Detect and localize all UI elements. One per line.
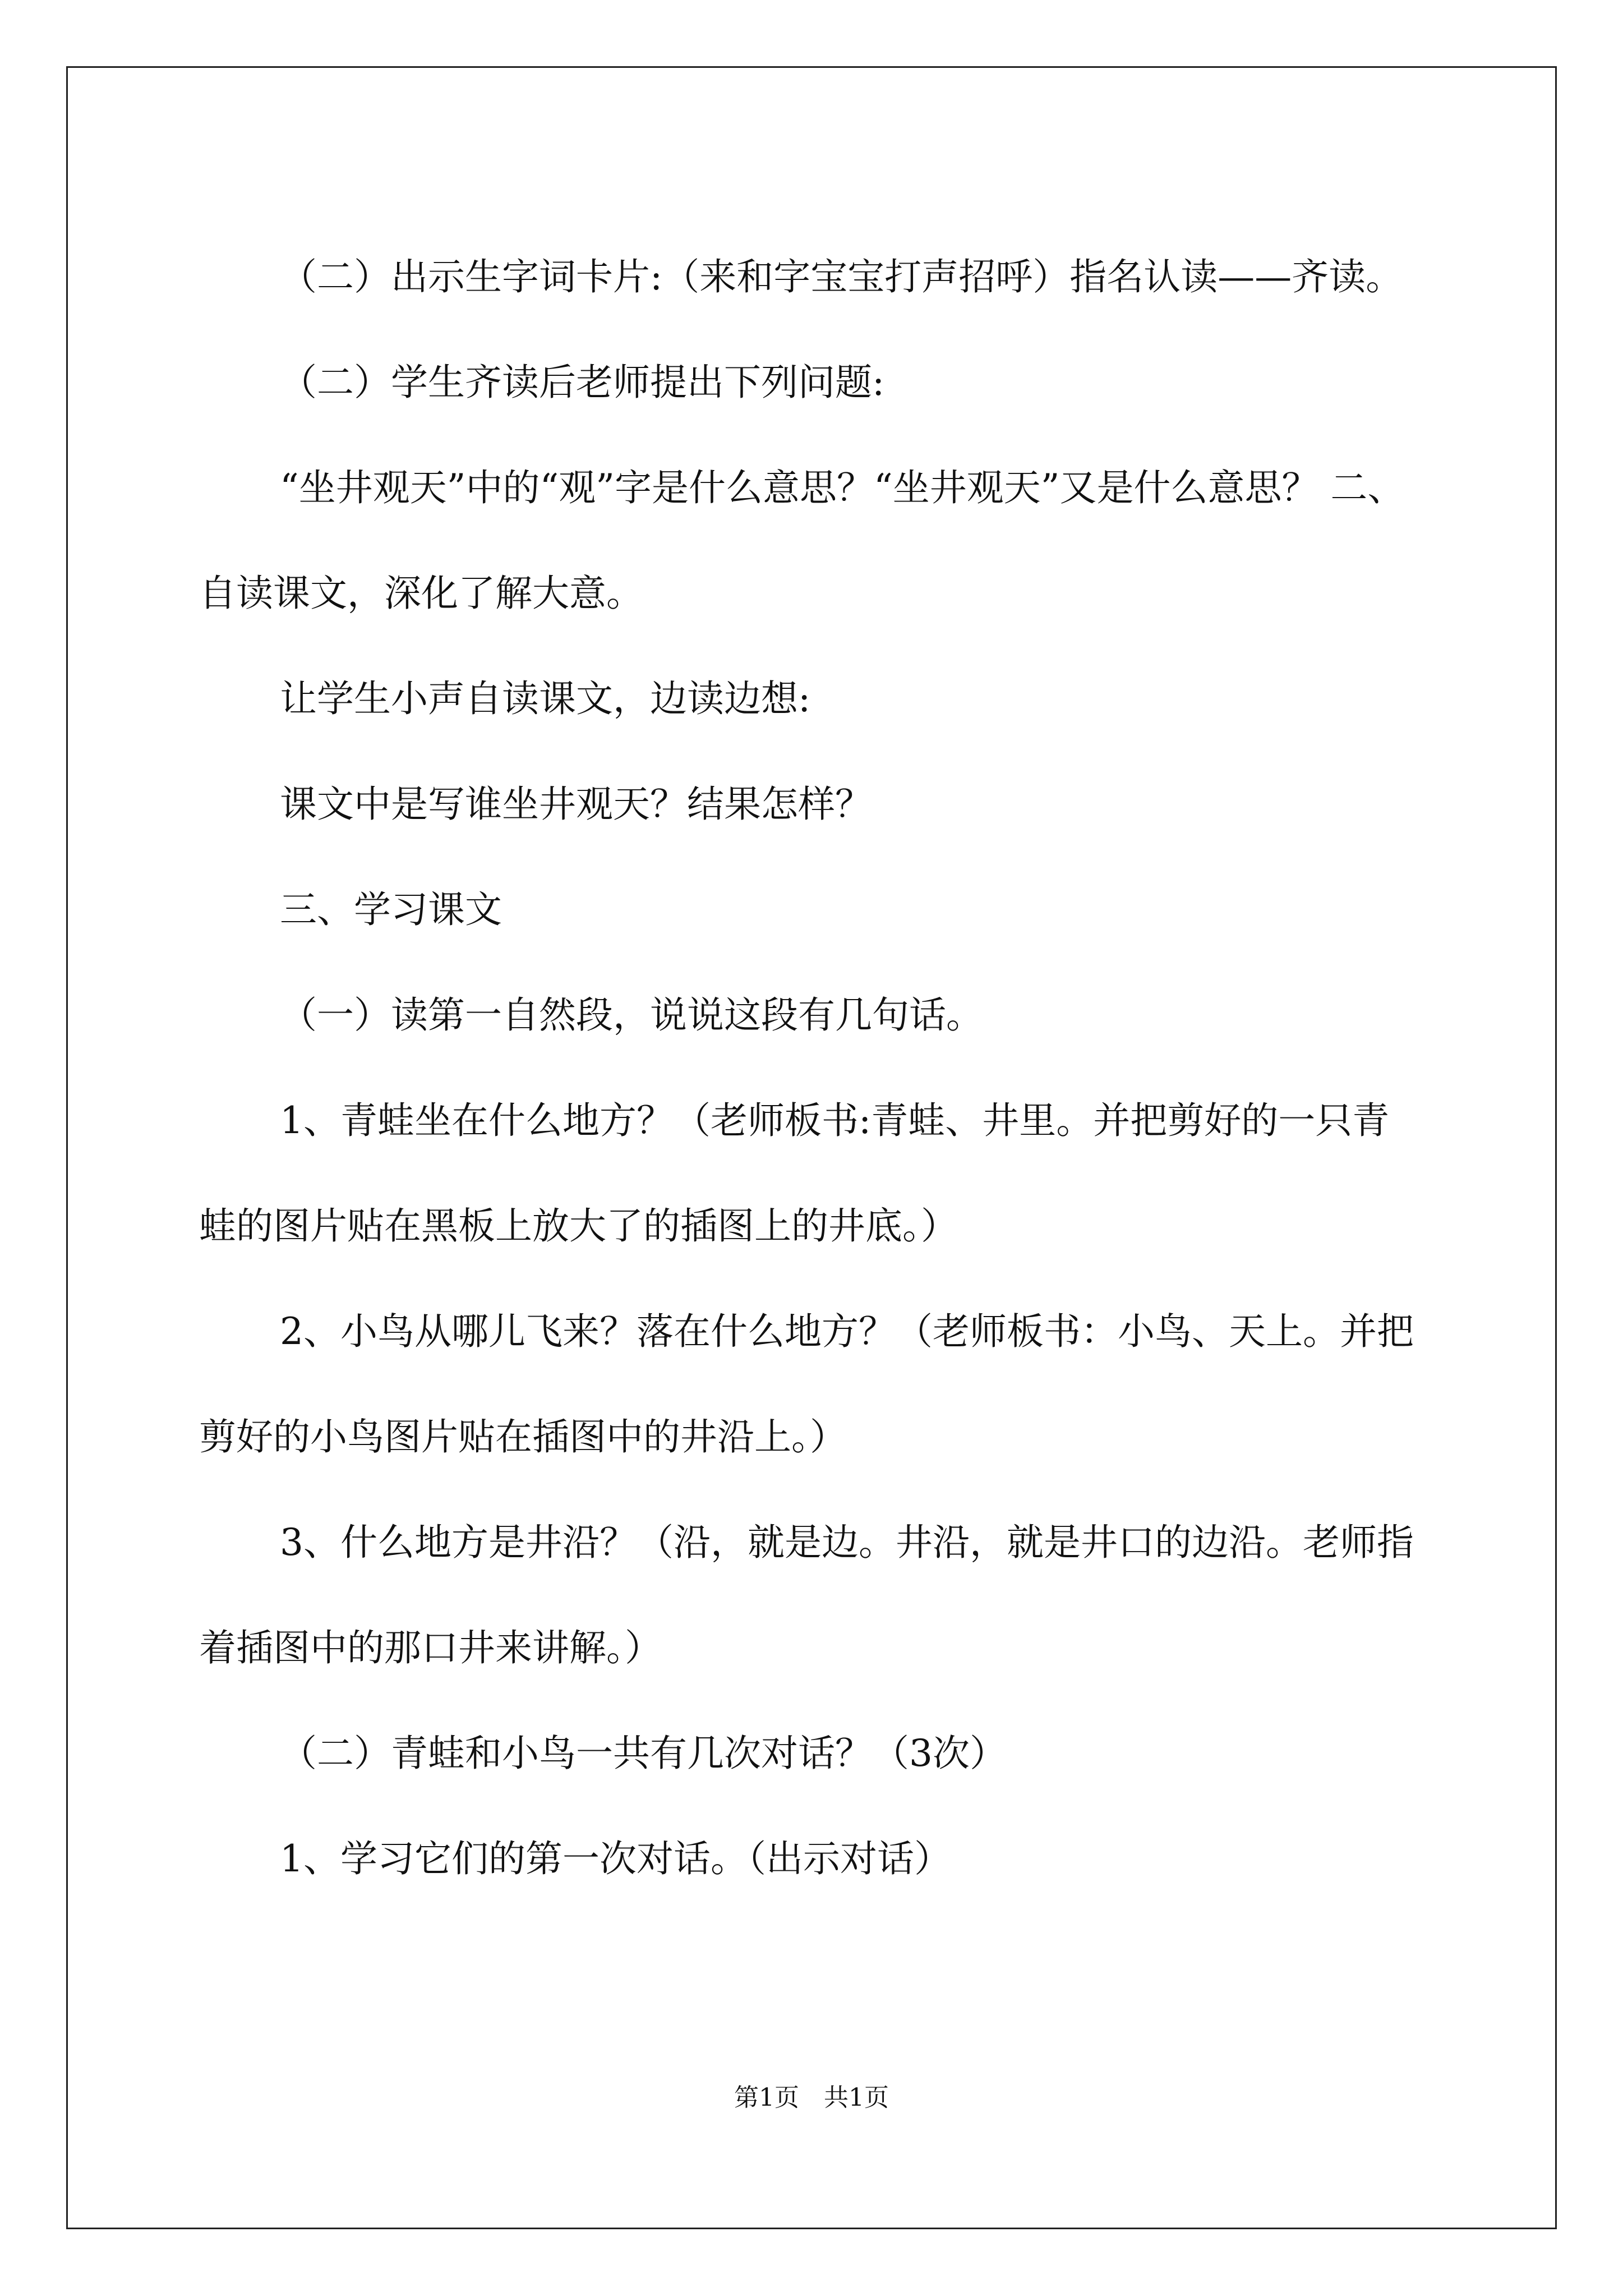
paragraph: 让学生小声自读课文，边读边想:: [280, 677, 811, 720]
paragraph: （二）青蛙和小鸟一共有几次对话？（3次）: [280, 1732, 1007, 1775]
paragraph: 课文中是写谁坐井观天？结果怎样？: [280, 783, 872, 826]
document-body: [199, 224, 1424, 1912]
paragraph: 1、青蛙坐在什么地方？（老师板书:青蛙、井里。并把剪好的一只青蛙的图片贴在黑板上放大了的插图上的井底。）: [199, 1099, 1390, 1248]
paragraph: 2、小鸟从哪儿飞来？落在什么地方？（老师板书：小鸟、天上。并把剪好的小鸟图片贴在插图中的井沿上。）: [199, 1310, 1414, 1458]
paragraph: 3、什么地方是井沿？（沿，就是边。井沿，就是井口的边沿。老师指着插图中的那口井来讲解。）: [199, 1521, 1414, 1669]
paragraph: 1、学习它们的第一次对话。（出示对话）: [280, 1837, 951, 1880]
paragraph: 三、学习课文: [280, 888, 502, 931]
paragraph: （二）出示生字词卡片:（来和字宝宝打声招呼）指名认读——齐读。: [280, 255, 1403, 298]
page-footer: 第1页 共1页: [734, 2083, 889, 2112]
paragraph: （二）学生齐读后老师提出下列问题:: [280, 361, 885, 404]
paragraph: （一）读第一自然段，说说这段有几句话。: [280, 993, 983, 1037]
paragraph: “坐井观天”中的“观”字是什么意思？“坐井观天”又是什么意思？ 二、自读课文，深化了解大意。: [199, 466, 1405, 615]
